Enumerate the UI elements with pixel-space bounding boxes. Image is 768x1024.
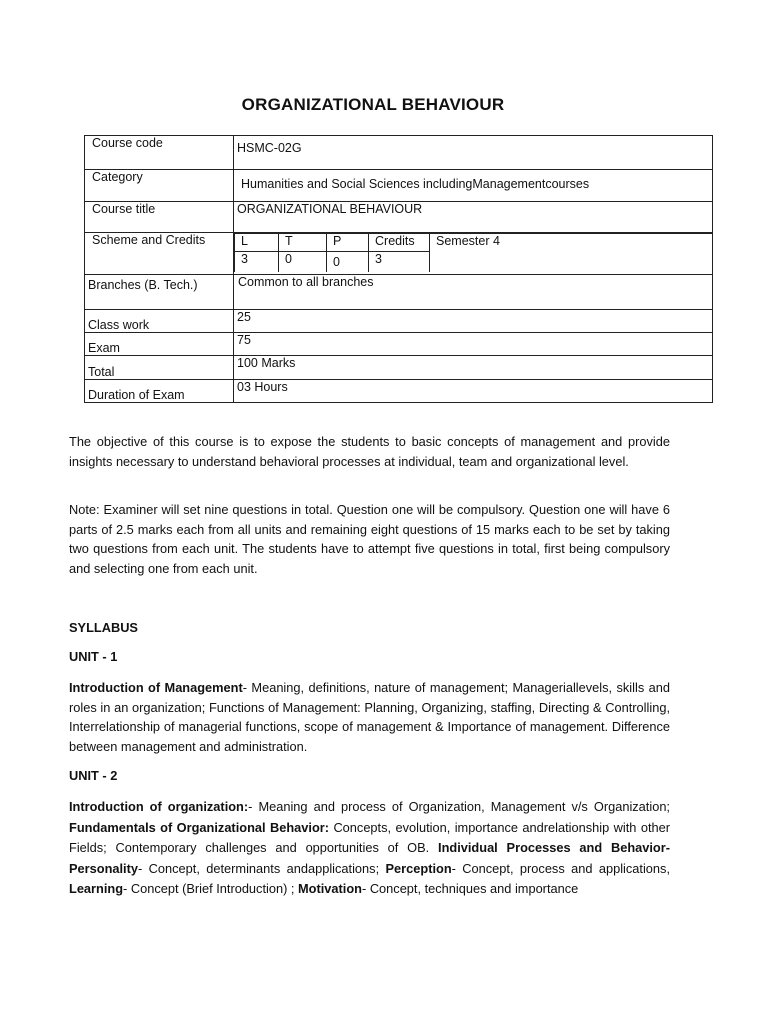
scheme-header-p: P [327,234,369,252]
course-code-label: Course code [85,136,234,170]
unit-2-text-4: - Concept, process and applications, [451,860,670,876]
course-title-label: Course title [85,202,234,233]
unit-2-text-1: - Meaning and process of Organization, Management v/s Organization; [248,799,670,814]
scheme-semester: Semester 4 [430,234,713,273]
objective-paragraph: The objective of this course is to expose the students to basic concepts of management and provide insights necessary to understand behavioral processes at individual, team and organizational level. [69,434,670,469]
category-label: Category [85,170,234,202]
category-value: Humanities and Social Sciences includingManagementcourses [234,170,713,202]
scheme-value-credits: 3 [369,252,430,273]
unit-2-topic-perception: Perception [385,860,452,876]
scheme-value-l: 3 [235,252,279,273]
course-info-table [84,135,713,403]
unit-2-heading: UNIT - 2 [69,768,118,783]
scheme-header-l: L [235,234,279,252]
unit-2-topic-motivation: Motivation [298,881,362,896]
scheme-header-t: T [279,234,327,252]
scheme-header-credits: Credits [369,234,430,252]
course-code-value: HSMC-02G [234,136,713,170]
total-value: 100 Marks [234,356,713,380]
note-paragraph: Note: Examiner will set nine questions in total. Question one will be compulsory. Question one will have 6 parts of 2.5 marks each from all units and remaining eight questions of 15 marks each to be set by taking two questions from each unit. The students have to attempt five questions in total, first being compulsory and selecting one from each unit. [69,502,670,576]
syllabus-heading: SYLLABUS [69,620,138,635]
scheme-value-t: 0 [279,252,327,273]
scheme-cell [234,233,713,275]
unit-2-topic-organization: Introduction of organization: [69,799,249,814]
branches-label: Branches (B. Tech.) [85,275,234,310]
exam-label: Exam [85,333,234,356]
course-title-value: ORGANIZATIONAL BEHAVIOUR [234,202,713,233]
unit-1-topic-management: Introduction of Management [69,680,243,695]
unit-2-text-3: - Concept, determinants andapplications; [138,860,386,876]
total-label: Total [85,356,234,380]
duration-value: 03 Hours [234,380,713,403]
unit-2-text-6: - Concept, techniques and importance [362,881,579,896]
unit-1-paragraph [69,678,670,756]
unit-1-text: - Meaning, definitions, nature of management; Manageriallevels, skills and roles in an organization; Functions of Management: Planning, Organizing, staffing, Directing & Controlling, Interrelationship of managerial functions, scope of management & Importance of management. Difference between management and administration. [69,680,670,754]
exam-value: 75 [234,333,713,356]
unit-2-topic-learning: Learning [69,881,124,896]
duration-label: Duration of Exam [85,380,234,403]
scheme-value-p: 0 [327,252,369,273]
classwork-value: 25 [234,310,713,333]
unit-2-text-5: - Concept (Brief Introduction) ; [123,881,299,896]
unit-2-text-2: Concepts, evolution, importance andrelationship with other Fields; Contemporary challenges and opportunities of OB. [69,819,670,855]
scheme-table [234,233,712,272]
unit-2-topic-ob-fundamentals: Fundamentals of Organizational Behavior: [69,819,330,835]
unit-2-paragraph [69,797,670,900]
scheme-label: Scheme and Credits [85,233,234,275]
classwork-label: Class work [85,310,234,333]
unit-1-heading: UNIT - 1 [69,649,118,664]
page-title: ORGANIZATIONAL BEHAVIOUR [241,95,505,114]
unit-2-topic-personality: Individual Processes and Behavior-Personality [69,840,670,876]
branches-value: Common to all branches [234,275,713,310]
